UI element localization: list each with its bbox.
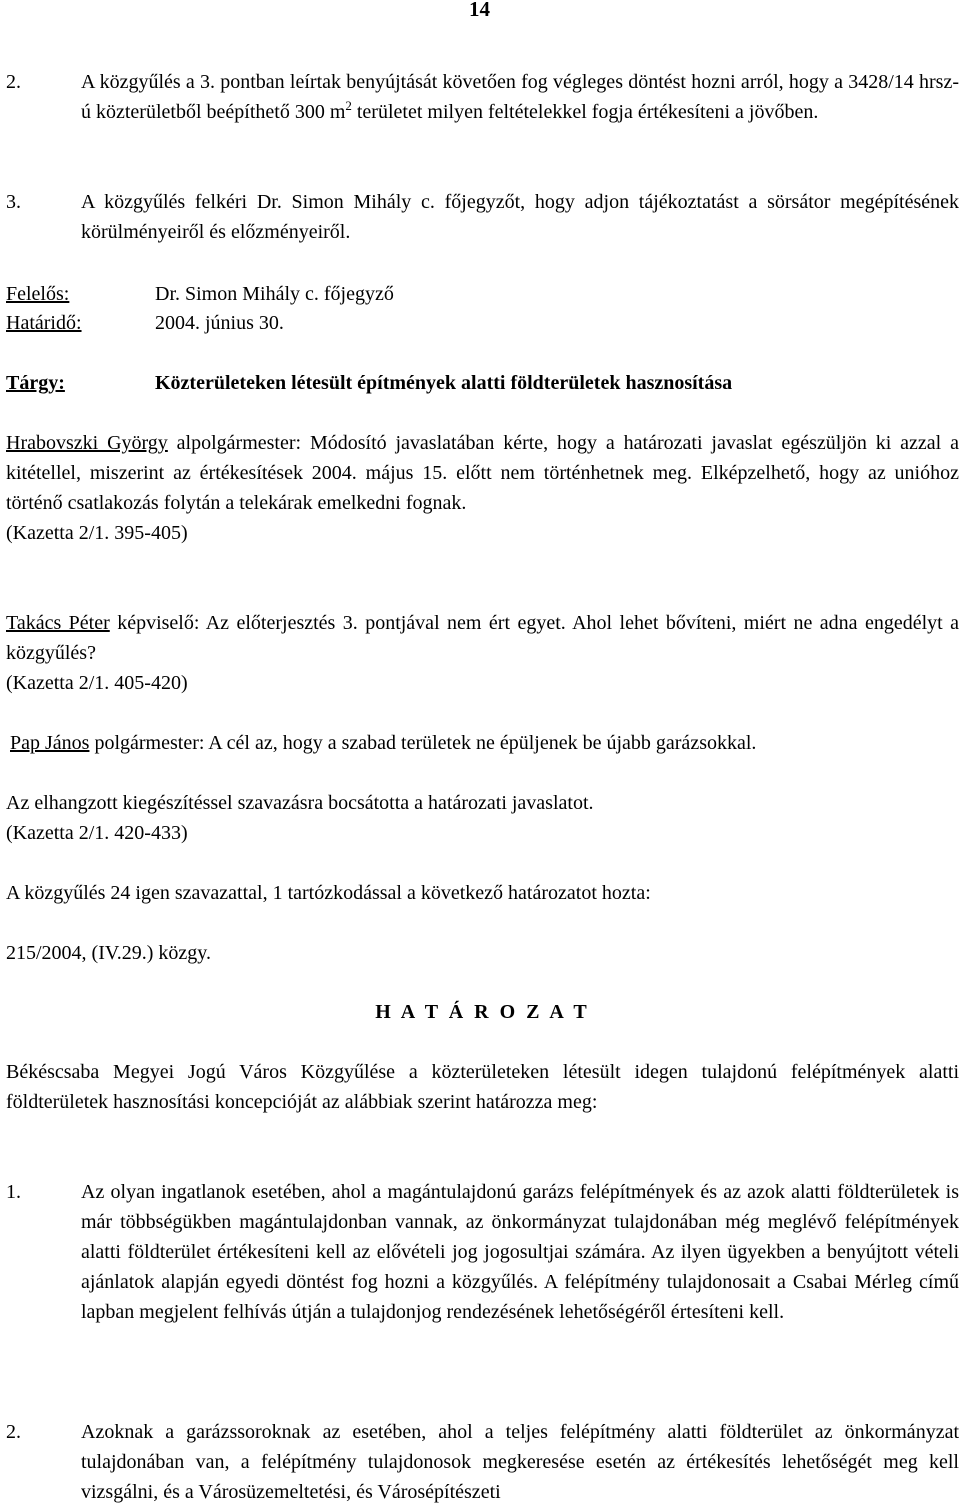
subject-row: [6, 368, 732, 398]
vote-call: Az elhangzott kiegészítéssel szavazásra bocsátotta a határozati javaslatot.: [6, 792, 594, 814]
point-number: 2.: [6, 1421, 21, 1443]
resolution-title: H A T Á R O Z A T: [375, 1001, 590, 1023]
tape-reference: (Kazetta 2/1. 395-405): [6, 522, 188, 544]
list-item-text: A közgyűlés felkéri Dr. Simon Mihály c. főjegyzőt, hogy adjon tájékoztatást a sörsátor megépítésének körülményeiről és előzményeiről.: [81, 191, 959, 243]
resolution-number: 215/2004, (IV.29.) közgy.: [6, 942, 211, 964]
subject-value: Közterületeken létesült építmények alatti földterületek hasznosítása: [155, 372, 733, 394]
tape-reference: (Kazetta 2/1. 405-420): [6, 672, 188, 694]
document-page: [6, 0, 959, 1509]
page-number: 14: [469, 0, 490, 21]
speaker-name: Takács Péter: [6, 612, 110, 634]
deadline-row: [6, 308, 284, 338]
resolution-point-1: [6, 1177, 959, 1327]
speech-hrabovszki: Hrabovszki György alpolgármester: Módosító javaslatában kérte, hogy a határozati javaslat egészüljön ki azzal a kitétellel, miszerint az értékesítések 2004. május 15. előtt nem történhetnek meg. Elképzelhető, hogy az unióhoz történő csatlakozás folytán a telekárak emelkedni fognak. (Kazetta 2/1. 395-405): [6, 432, 959, 544]
responsible-label: Felelős:: [6, 283, 70, 305]
responsible-row: [6, 279, 394, 309]
resolution-point-2: [6, 1417, 959, 1507]
tape-reference: (Kazetta 2/1. 420-433): [6, 822, 188, 844]
deadline-value: 2004. június 30.: [155, 312, 284, 334]
list-item-2: [6, 67, 959, 127]
vote-result: A közgyűlés 24 igen szavazattal, 1 tartózkodással a következő határozatot hozta:: [6, 882, 651, 904]
responsible-value: Dr. Simon Mihály c. főjegyző: [155, 283, 394, 305]
point-text: Azoknak a garázssoroknak az esetében, ahol a teljes felépítmény alatti földterület az önkormányzat tulajdonában van, a felépítmény tulajdonosok megkeresése esetén az értékesítés lehetőségét meg kell vizsgálni, és a Városüzemeltetési, és Városépítészeti: [81, 1421, 959, 1503]
list-item-3: [6, 187, 959, 247]
speech-takacs: Takács Péter képviselő: Az előterjesztés 3. pontjával nem ért egyet. Ahol lehet bővíteni, miért ne adna engedélyt a közgyűlés? (Kazetta 2/1. 405-420): [6, 612, 959, 694]
point-number: 1.: [6, 1181, 21, 1203]
speaker-name: Hrabovszki György: [6, 432, 168, 454]
list-item-number: 3.: [6, 191, 21, 213]
point-text: Az olyan ingatlanok esetében, ahol a magántulajdonú garázs felépítmények és az azok alatti földterületek is már többségükben magántulajdonban vannak, az önkormányzat tulajdonában még meglévő felépítmények alatti földterület értékesíteni kell az elővételi jog jogosultjai számára. Az ilyen ügyekben a benyújtott vételi ajánlatok alapján egyedi döntést fog hozni a közgyűlés. A felépítmény tulajdonosait a Csabai Mérleg című lapban megjelent felhívás útján a tulajdonjog rendezésének lehetőségéről értesíteni kell.: [81, 1181, 959, 1323]
speech-pap: Pap János polgármester: A cél az, hogy a szabad területek ne épüljenek be újabb garázsokkal.: [10, 732, 757, 754]
deadline-label: Határidő:: [6, 312, 82, 334]
subject-label: Tárgy:: [6, 372, 65, 394]
resolution-intro: Békéscsaba Megyei Jogú Város Közgyűlése a közterületeken létesült idegen tulajdonú felépítmények alatti földterületek hasznosítási koncepcióját az alábbiak szerint határozza meg:: [6, 1061, 959, 1113]
list-item-number: 2.: [6, 71, 21, 93]
list-item-text: A közgyűlés a 3. pontban leírtak benyújtását követően fog végleges döntést hozni arról, hogy a 3428/14 hrsz-ú közterületből beépíthető 300 $m^2$ területet milyen feltételekkel fogja értékesíteni a jövőben.: [81, 71, 959, 123]
speaker-name: Pap János: [10, 732, 90, 754]
